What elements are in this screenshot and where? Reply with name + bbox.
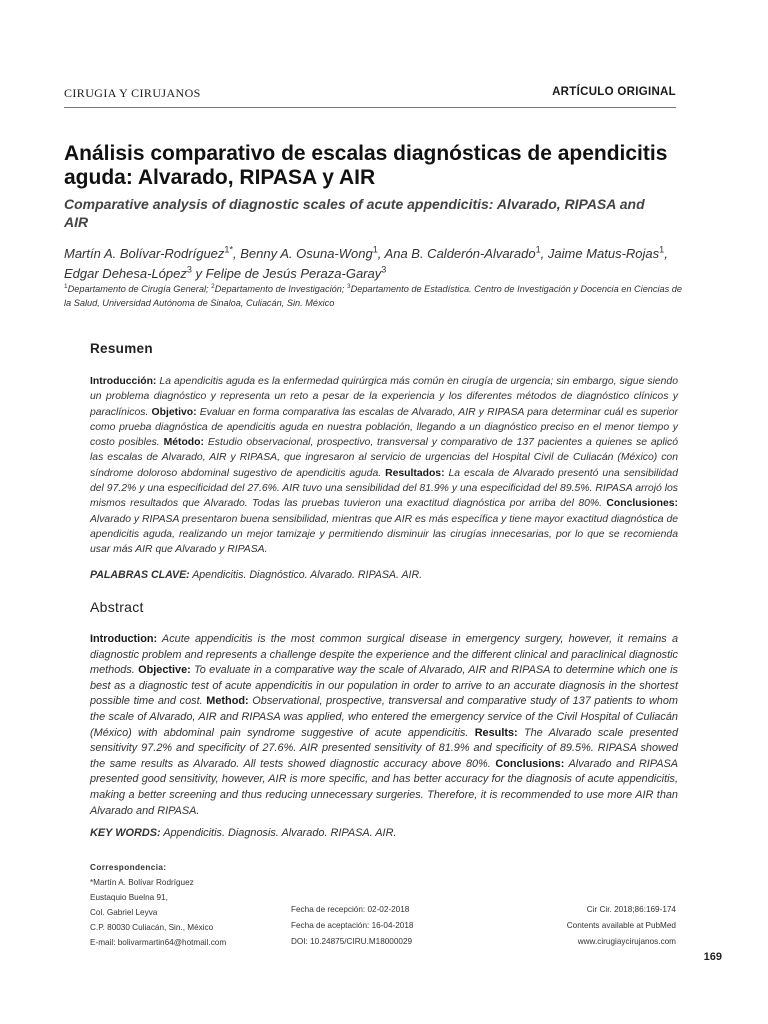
correspondence-email: E-mail: bolivarmartin64@hotmail.com <box>90 938 227 947</box>
article-type: ARTÍCULO ORIGINAL <box>552 86 676 98</box>
author-affiliation-mark: 3 <box>186 264 192 275</box>
abstract-section-text: To evaluate in a comparative way the scale of Alvarado, AIR and RIPASA to determine which one is best as a diagnostic test of acute appendicitis in our population in order to arrive to an accurate diagnosis in the shortest possible time and cost. <box>90 664 678 708</box>
abstract-section-text: Alvarado and RIPASA presented good sensitivity, however, AIR is more specific, and has better accuracy for the diagnosis of acute appendicitis, making a better screening and thus reducing unnecessary surgeries. Therefore, it is recommended to use more AIR than Alvarado and RIPASA. <box>90 757 678 817</box>
abstract-body <box>90 632 678 819</box>
affiliation-mark: 1 <box>64 282 68 290</box>
resumen-section-text: La apendicitis aguda es la enfermedad quirúrgica más común en cirugía de urgencia; sin embargo, sigue siendo un problema diagnóstico y representa un reto a pesar de la experiencia y los diferentes métodos de diagnóstico clínicos y paraclínicos. <box>90 376 678 418</box>
pubmed-note: Contents available at PubMed <box>566 921 676 930</box>
affiliation-mark: 3 <box>346 282 351 290</box>
author-affiliation-mark: 1 <box>535 244 541 255</box>
accepted-date: Fecha de aceptación: 16-04-2018 <box>291 921 414 930</box>
article-title: Análisis comparativo de escalas diagnósticas de apendicitis aguda: Alvarado, RIPASA y AIR <box>64 142 668 189</box>
page-number: 169 <box>703 951 722 963</box>
resumen-section-label: Introducción: <box>90 376 157 387</box>
header-divider <box>64 107 676 108</box>
author-name: Benny A. Osuna-Wong <box>240 246 373 261</box>
author-name: Martín A. Bolívar-Rodríguez <box>64 246 225 261</box>
abstract-section-text: Acute appendicitis is the most common surgical disease in emergency surgery, however, it remains a diagnostic problem and represents a challenge despite the experience and the different clinical and paraclinical diagnostic methods. <box>90 633 678 677</box>
article-subtitle: Comparative analysis of diagnostic scales of acute appendicitis: Alvarado, RIPASA and AIR <box>64 196 645 230</box>
author-affiliation-mark: 1 <box>372 244 378 255</box>
received-date: Fecha de recepción: 02-02-2018 <box>291 905 410 914</box>
author-affiliation-mark: 1* <box>224 244 234 255</box>
affiliation-text: Departamento de Investigación; <box>214 284 347 294</box>
resumen-section-label: Método: <box>163 437 204 449</box>
affiliation-text: Departamento de Cirugía General; <box>67 284 212 294</box>
affiliation-text: Departamento de Estadística. Centro de Investigación y Docencia en Ciencias de la Salud, Universidad Autónoma de Sinaloa, Culiacán, Sin. México <box>64 284 683 308</box>
abstract-section-text: The Alvarado scale presented sensitivity 97.2% and specificity of 27.6%. AIR presented sensitivity of 81.9% and specificity of 89.5%. RIPASA showed the same results as Alvarado. All tests showed diagnostic accuracy above 80%. <box>90 726 679 770</box>
author-name: Jaime Matus-Rojas <box>547 246 660 261</box>
keywords-es <box>90 569 422 581</box>
author-separator: y <box>191 266 206 281</box>
abstract-section-label: Method: <box>206 695 249 708</box>
author-name: Ana B. Calderón-Alvarado <box>384 246 536 261</box>
keywords-es-label: PALABRAS CLAVE: <box>90 569 190 581</box>
author-name: Felipe de Jesús Peraza-Garay <box>205 266 382 281</box>
resumen-section-text: La escala de Alvarado presentó una sensibilidad del 97.2% y una especificidad del 27.6%. AIR tuvo una sensibilidad del 81.9% y una especificidad del 89.5%. RIPASA arrojó los mismos resultados que Alvarado. Todas las pruebas tuvieron una exactitud diagnóstica por arriba del 80%. <box>90 467 678 510</box>
author-separator: , <box>233 246 241 261</box>
author-name: Edgar Dehesa-López <box>64 266 187 281</box>
resumen-body <box>90 374 678 558</box>
resumen-section-label: Conclusiones: <box>606 498 678 510</box>
correspondence-line: *Martín A. Bolívar Rodríguez <box>90 878 194 887</box>
resumen-section-text: Estudio observacional, prospectivo, transversal y comparativo de 137 pacientes a quienes se aplicó las escalas de Alvarado, AIR y RIPASA, que ingresaron al servicio de urgencias del Hospital Civil de Culiacán (México) con síndrome doloroso abdominal sugestivo de apendicitis aguda. <box>90 437 678 479</box>
author-list <box>64 244 684 284</box>
keywords-en <box>90 827 396 839</box>
abstract-section-label: Introduction: <box>90 633 158 645</box>
resumen-section-text: Alvarado y RIPASA presentaron buena sensibilidad, mientras que AIR es más específica y tiene mayor exactitud diagnóstica de apendicitis aguda, realizando un mejor tamizaje y permitiendo disminuir las cirugías innecesarias, por lo que se recomienda usar más AIR que Alvarado y RIPASA. <box>90 513 678 556</box>
author-separator: , <box>377 246 385 261</box>
abstract-section-text: Observational, prospective, transversal and comparative study of 137 patients to whom the scale of Alvarado, AIR and RIPASA was applied, who entered the emergency service of the Civil Hospital of Culiacán (México) with abdominal pain syndrome suggestive of acute appendicitis. <box>90 695 678 739</box>
abstract-section-label: Results: <box>474 726 518 739</box>
article-dates <box>291 902 413 950</box>
abstract-section-label: Conclusions: <box>495 757 565 770</box>
affiliation-mark: 2 <box>211 282 215 290</box>
author-separator: , <box>664 246 668 261</box>
journal-citation: Cir Cir. 2018;86:169-174 <box>586 905 676 914</box>
doi: DOI: 10.24875/CIRU.M18000029 <box>291 937 413 946</box>
author-affiliation-mark: 3 <box>381 264 387 275</box>
correspondence-line: C.P. 80030 Culiacán, Sin., México <box>90 923 214 932</box>
keywords-en-label: KEY WORDS: <box>90 827 161 839</box>
correspondence <box>90 860 226 950</box>
author-separator: , <box>540 246 548 261</box>
correspondence-line: Eustaquio Buelna 91, <box>90 893 168 902</box>
journal-website-link[interactable]: www.cirugiaycirujanos.com <box>577 937 676 946</box>
correspondence-line: Col. Gabriel Leyva <box>90 908 158 917</box>
affiliations <box>64 282 684 310</box>
citation-info <box>567 902 676 950</box>
abstract-section-label: Objective: <box>138 664 191 677</box>
journal-name: CIRUGIA Y CIRUJANOS <box>64 86 201 100</box>
resumen-section-text: Evaluar en forma comparativa las escalas de Alvarado, AIR y RIPASA para determinar cuál es superior como prueba diagnóstica de apendicitis aguda en nuestra población, llegando a un diagnóstico preciso en el menor tiempo y costo posibles. <box>90 406 679 449</box>
resumen-section-label: Resultados: <box>385 467 445 479</box>
resumen-section-label: Objetivo: <box>151 406 197 418</box>
author-affiliation-mark: 1 <box>659 244 665 255</box>
abstract-heading: Abstract <box>90 599 144 615</box>
correspondence-label: Correspondencia: <box>90 863 167 872</box>
keywords-es-text: Apendicitis. Diagnóstico. Alvarado. RIPASA. AIR. <box>189 569 423 581</box>
keywords-en-text: Appendicitis. Diagnosis. Alvarado. RIPASA. AIR. <box>160 827 397 839</box>
resumen-heading: Resumen <box>90 341 153 356</box>
